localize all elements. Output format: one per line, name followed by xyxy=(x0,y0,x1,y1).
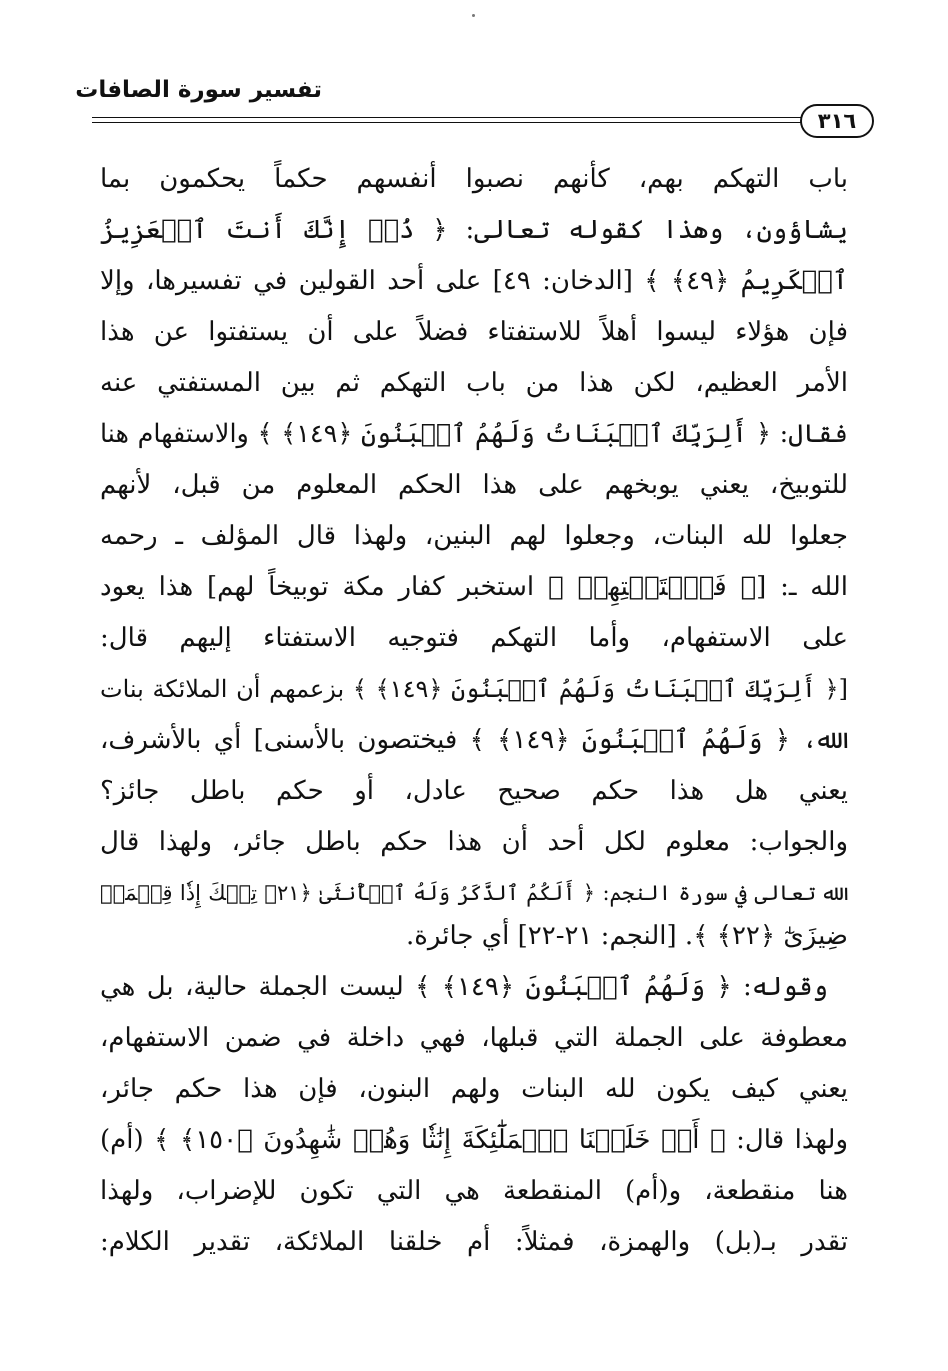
text-line-3: ٱلۡكَرِيمُ ﴿٤٩﴾ ﴾ [الدخان: ٤٩] على أحد القولين في تفسيرها، وإلا xyxy=(100,266,848,296)
text-line-22: تقدر بـ(بل) والهمزة، فمثلاً: أم خلقنا الملائكة، تقدير الكلام: xyxy=(100,1227,848,1257)
text-line-20: ولهذا قال: ﴿ أَمۡ خَلَقۡنَا ٱلۡمَلَٰٓئِكَةَ إِنَٰثٗا وَهُمۡ شَٰهِدُونَ ﴿١٥٠﴾ ﴾ (أم) xyxy=(100,1125,848,1155)
text-line-13: يعني هل هذا حكم صحيح عادل، أو حكم باطل جائز؟ xyxy=(100,776,848,806)
text-line-2: يشاؤون، وهذا كقوله تعالى: ﴿ ذُقۡ إِنَّكَ أَنتَ ٱلۡعَزِيزُ xyxy=(100,215,848,245)
text-line-1: باب التهكم بهم، كأنهم نصبوا أنفسهم حكماً يحكمون بما xyxy=(100,164,848,194)
text-line-14: والجواب: معلوم لكل أحد أن هذا حكم باطل جائر، ولهذا قال xyxy=(100,827,848,857)
text-line-4: فإن هؤلاء ليسوا أهلاً للاستفتاء فضلاً على أن يستفتوا عن هذا xyxy=(100,317,848,347)
header-rule-thin xyxy=(92,122,804,123)
text-line-12: الله، ﴿ وَلَهُمُ ٱلۡبَنُونَ ﴿١٤٩﴾ ﴾ فيختصون بالأسنى] أي بالأشرف، xyxy=(100,725,848,755)
text-line-15: الله تعالى في سورة النجم: ﴿ أَلَكُمُ ٱلذَّكَرُ وَلَهُ ٱلۡأُنثَىٰ ﴿٢١﴾ تِلۡكَ إِذٗا قِسۡمَةٞ xyxy=(100,881,848,905)
text-line-5: الأمر العظيم، لكن هذا من باب التهكم ثم بين المستفتي عنه xyxy=(100,368,848,398)
header-rule xyxy=(92,117,804,118)
running-header-title: تفسير سورة الصافات xyxy=(75,77,322,103)
text-line-19: يعني كيف يكون لله البنات ولهم البنون، فإن هذا حكم جائر، xyxy=(100,1074,848,1104)
text-line-16: ضِيزَىٰٓ ﴿٢٢﴾ ﴾. [النجم: ٢١-٢٢] أي جائرة. xyxy=(406,921,848,951)
text-line-7: للتوبيخ، يعني يوبخهم على هذا الحكم المعلوم من قبل، لأنهم xyxy=(100,470,848,500)
page-number: ٣١٦ xyxy=(800,104,874,138)
text-line-21: هنا منقطعة، و(أم) المنقطعة هي التي تكون للإضراب، ولهذا xyxy=(100,1176,848,1206)
text-line-6: فقال: ﴿ أَلِرَبِّكَ ٱلۡبَنَاتُ وَلَهُمُ ٱلۡبَنُونَ ﴿١٤٩﴾ ﴾ والاستفهام هنا xyxy=(100,419,848,449)
scan-speck xyxy=(472,14,475,17)
text-line-9: الله ـ: [﴿ فَٱسۡتَفۡتِهِمۡ ﴾ استخبر كفار مكة توبيخاً لهم] هذا يعود xyxy=(100,572,848,602)
text-line-8: جعلوا لله البنات، وجعلوا لهم البنين، ولهذا قال المؤلف ـ رحمه xyxy=(100,521,848,551)
text-line-10: على الاستفهام، وأما التهكم فتوجيه الاستفتاء إليهم قال: xyxy=(100,623,848,653)
text-line-18: معطوفة على الجملة التي قبلها، فهي داخلة في ضمن الاستفهام، xyxy=(100,1023,848,1053)
text-line-11: [﴿ أَلِرَبِّكَ ٱلۡبَنَاتُ وَلَهُمُ ٱلۡبَنُونَ ﴿١٤٩﴾ ﴾ بزعمهم أن الملائكة بنات xyxy=(100,675,848,703)
text-line-17: وقوله: ﴿ وَلَهُمُ ٱلۡبَنُونَ ﴿١٤٩﴾ ﴾ ليست الجملة حالية، بل هي xyxy=(100,972,828,1002)
